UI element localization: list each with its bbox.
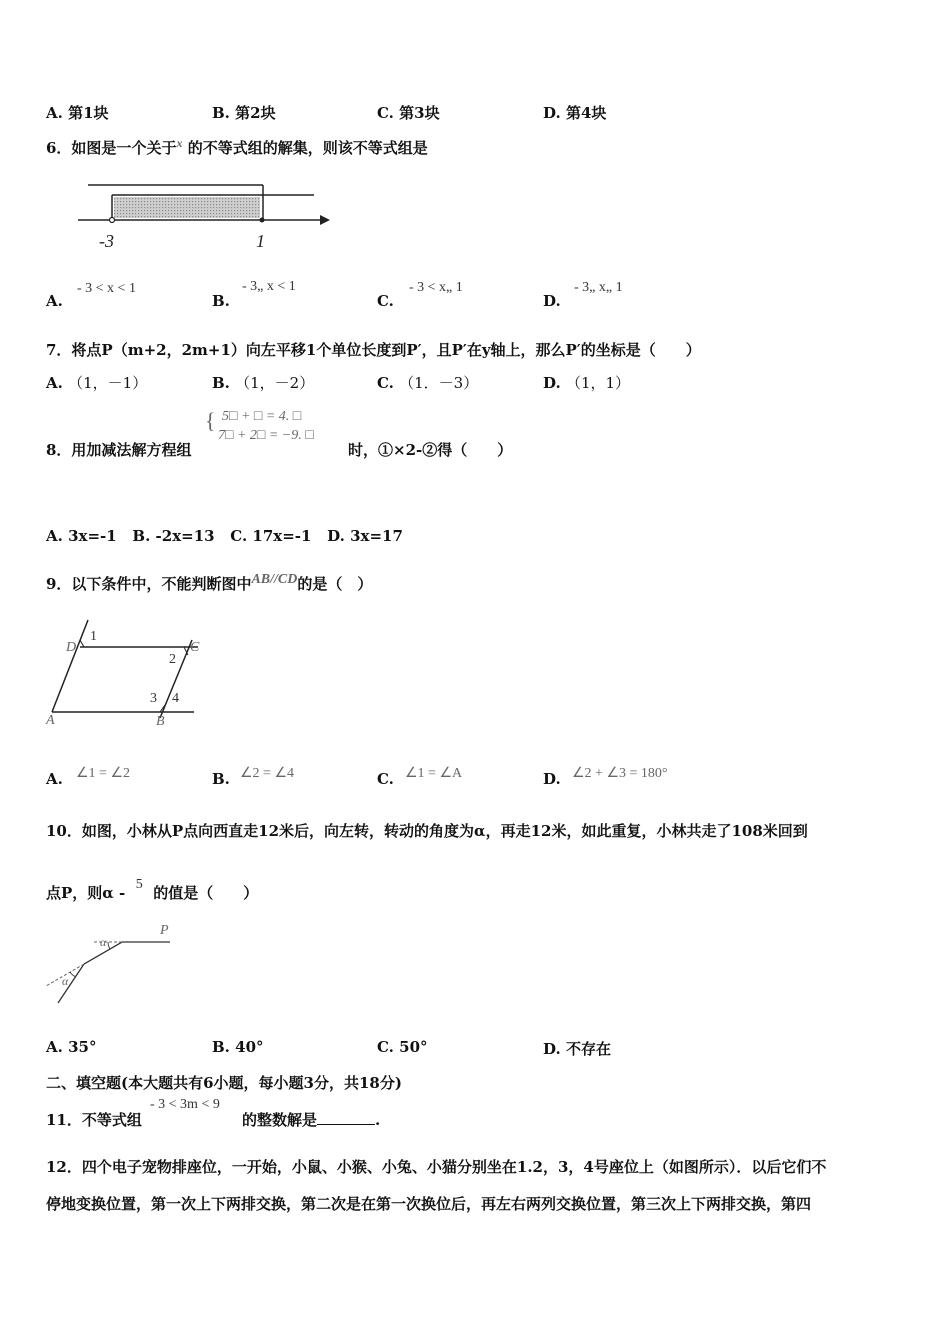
- q6-option-a-math: - 3 < x < 1: [77, 281, 136, 296]
- q11-math: - 3 < 3m < 9: [150, 1097, 220, 1112]
- q7-option-c: C. （1．－3）: [377, 374, 479, 392]
- q9-angle-2: 2: [169, 652, 176, 667]
- q9-option-a-math: ∠1 = ∠2: [76, 766, 130, 781]
- q11-stem-suffix: 的整数解是 .: [242, 1111, 381, 1129]
- q9-option-b: B.: [212, 770, 230, 788]
- q8-option-b: B. -2x=13: [132, 527, 215, 545]
- q7-option-d: D. （1，1）: [543, 374, 631, 392]
- q10-label-p: P: [160, 923, 169, 938]
- q8-stem-suffix: 时，①×2-②得（ ）: [348, 441, 513, 459]
- q9-angle-4: 4: [172, 691, 179, 706]
- q6-label-left: -3: [99, 231, 114, 251]
- q6-option-c: C.: [377, 292, 394, 310]
- q6-option-b: B.: [212, 292, 230, 310]
- q6-label-right: 1: [256, 231, 265, 251]
- q11-answer-blank[interactable]: [317, 1112, 375, 1125]
- q10-option-a: A. 35°: [46, 1038, 97, 1056]
- q8-equation-1: 5□ + □ = 4. □: [222, 409, 302, 424]
- q9-stem: 9．以下条件中，不能判断图中AB//CD的是（ ）: [46, 572, 373, 593]
- q8-option-d: D. 3x=17: [327, 527, 403, 545]
- q9-option-a: A.: [46, 770, 63, 788]
- q5-option-d: D. 第4块: [543, 104, 607, 122]
- q6-option-d: D.: [543, 292, 561, 310]
- q6-option-a: A.: [46, 292, 63, 310]
- q5-option-c: C. 第3块: [377, 104, 440, 122]
- q7-option-a: A. （1，－1）: [46, 374, 148, 392]
- q12-stem-line2: 停地变换位置，第一次上下两排交换，第二次是在第一次换位后，再左右两列交换位置，第三次上下两排交换，第四: [46, 1195, 812, 1213]
- q8-brace: {: [205, 408, 216, 433]
- q5-option-b: B. 第2块: [212, 104, 276, 122]
- q10-option-c: C. 50°: [377, 1038, 428, 1056]
- q10-alpha-1: α: [100, 935, 107, 949]
- q9-option-d-math: ∠2 + ∠3 = 180°: [572, 766, 668, 781]
- q6-stem: 6．如图是一个关于$^x$ 的不等式组的解集，则该不等式组是: [46, 136, 428, 157]
- q9-option-d: D.: [543, 770, 561, 788]
- q10-stem-line2: 点P，则α - 5 的值是（ ）: [46, 877, 259, 902]
- q9-angle-1: 1: [90, 629, 97, 644]
- q9-label-b: B: [156, 714, 165, 729]
- q11-stem-prefix: 11．不等式组: [46, 1111, 142, 1129]
- q5-option-a: A. 第1块: [46, 104, 109, 122]
- q9-label-a: A: [46, 713, 55, 728]
- q10-stem-line1: 10．如图，小林从P点向西直走12米后，向左转，转动的角度为α，再走12米，如此重复，小林共走了108米回到: [46, 822, 808, 840]
- q10-option-b: B. 40°: [212, 1038, 264, 1056]
- q8-option-a: A. 3x=-1: [46, 527, 117, 545]
- q12-stem-line1: 12．四个电子宠物排座位，一开始，小鼠、小猴、小兔、小猫分别坐在1.2，3，4号座位上（如图所示）．以后它们不: [46, 1158, 827, 1176]
- q9-option-c: C.: [377, 770, 394, 788]
- section-2-title: 二、填空题(本大题共有6小题，每小题3分，共18分): [46, 1074, 402, 1092]
- q6-option-d-math: - 3„ x„ 1: [574, 280, 623, 295]
- q9-label-c: C: [190, 640, 200, 655]
- q10-alpha-2: α: [62, 974, 69, 988]
- q6-option-c-math: - 3 < x„ 1: [409, 280, 463, 295]
- q7-option-b: B. （1，－2）: [212, 374, 315, 392]
- q8-stem-prefix: 8．用加减法解方程组: [46, 441, 192, 459]
- q9-label-d: D: [66, 640, 77, 655]
- q9-angle-3: 3: [150, 691, 157, 706]
- q8-option-c: C. 17x=-1: [230, 527, 312, 545]
- q10-option-d: D. 不存在: [543, 1040, 611, 1058]
- q6-option-b-math: - 3„ x < 1: [242, 279, 296, 294]
- q7-stem: 7．将点P（m+2，2m+1）向左平移1个单位长度到P′，且P′在y轴上，那么P′的坐标是（ ）: [46, 341, 701, 359]
- q9-option-c-math: ∠1 = ∠A: [405, 766, 463, 781]
- q8-equation-2: 7□ + 2□ = −9. □: [218, 428, 314, 443]
- q9-option-b-math: ∠2 = ∠4: [240, 766, 294, 781]
